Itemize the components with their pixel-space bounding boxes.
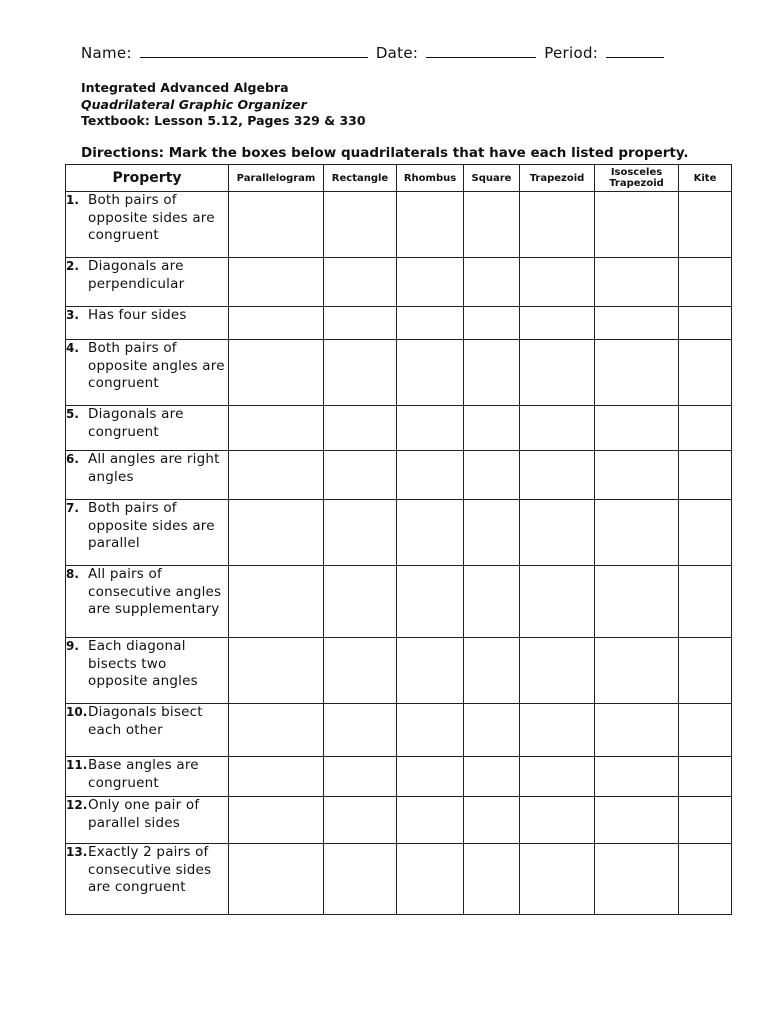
checkbox-cell[interactable] (324, 757, 397, 797)
checkbox-cell[interactable] (229, 258, 324, 307)
table-row (66, 500, 732, 566)
checkbox-cell[interactable] (595, 258, 679, 307)
property-cell (66, 500, 229, 566)
property-text: Diagonals bisect each other (88, 704, 203, 738)
checkbox-cell[interactable] (464, 307, 520, 340)
checkbox-cell[interactable] (679, 844, 732, 915)
checkbox-cell[interactable] (595, 757, 679, 797)
checkbox-cell[interactable] (595, 566, 679, 638)
checkbox-cell[interactable] (229, 406, 324, 451)
checkbox-cell[interactable] (520, 638, 595, 704)
name-blank[interactable] (140, 43, 368, 58)
checkbox-cell[interactable] (397, 340, 464, 406)
checkbox-cell[interactable] (595, 797, 679, 844)
checkbox-cell[interactable] (324, 704, 397, 757)
col-header-property: Property (66, 165, 229, 192)
checkbox-cell[interactable] (464, 258, 520, 307)
checkbox-cell[interactable] (520, 757, 595, 797)
period-blank[interactable] (606, 43, 664, 58)
checkbox-cell[interactable] (229, 192, 324, 258)
checkbox-cell[interactable] (520, 844, 595, 915)
property-text: Both pairs of opposite angles are congruent (88, 340, 225, 391)
checkbox-cell[interactable] (229, 340, 324, 406)
checkbox-cell[interactable] (464, 704, 520, 757)
property-number: 10. (66, 705, 88, 719)
checkbox-cell[interactable] (464, 451, 520, 500)
name-label: Name: (81, 44, 132, 62)
checkbox-cell[interactable] (595, 451, 679, 500)
table-row (66, 844, 732, 915)
checkbox-cell[interactable] (397, 307, 464, 340)
property-number: 2. (66, 259, 79, 273)
checkbox-cell[interactable] (520, 451, 595, 500)
property-text: Both pairs of opposite sides are congruent (88, 192, 215, 243)
checkbox-cell[interactable] (229, 844, 324, 915)
table-row (66, 307, 732, 340)
checkbox-cell[interactable] (520, 566, 595, 638)
property-text: Exactly 2 pairs of consecutive sides are congruent (88, 844, 212, 895)
checkbox-cell[interactable] (397, 757, 464, 797)
organizer-subtitle: Quadrilateral Graphic Organizer (81, 96, 307, 112)
property-text: Has four sides (88, 307, 187, 323)
col-header-square: Square (464, 165, 520, 192)
checkbox-cell[interactable] (324, 566, 397, 638)
checkbox-cell[interactable] (595, 192, 679, 258)
checkbox-cell[interactable] (464, 192, 520, 258)
checkbox-cell[interactable] (679, 757, 732, 797)
property-number: 1. (66, 193, 79, 207)
property-cell (66, 406, 229, 451)
checkbox-cell[interactable] (679, 638, 732, 704)
col-header-trapezoid: Trapezoid (520, 165, 595, 192)
checkbox-cell[interactable] (464, 797, 520, 844)
property-number: 12. (66, 798, 88, 812)
checkbox-cell[interactable] (397, 406, 464, 451)
table-row (66, 638, 732, 704)
checkbox-cell[interactable] (520, 704, 595, 757)
checkbox-cell[interactable] (520, 258, 595, 307)
checkbox-cell[interactable] (229, 451, 324, 500)
checkbox-cell[interactable] (679, 451, 732, 500)
col-header-parallelogram: Parallelogram (229, 165, 324, 192)
checkbox-cell[interactable] (397, 797, 464, 844)
col-header-isosceles-trapezoid: Isosceles Trapezoid (595, 165, 679, 192)
property-cell (66, 797, 229, 844)
checkbox-cell[interactable] (464, 757, 520, 797)
table-row (66, 566, 732, 638)
checkbox-cell[interactable] (324, 844, 397, 915)
checkbox-cell[interactable] (324, 500, 397, 566)
checkbox-cell[interactable] (464, 340, 520, 406)
table-row (66, 406, 732, 451)
course-title: Integrated Advanced Algebra (81, 80, 289, 95)
checkbox-cell[interactable] (595, 844, 679, 915)
checkbox-cell[interactable] (595, 406, 679, 451)
checkbox-cell[interactable] (679, 704, 732, 757)
checkbox-cell[interactable] (520, 500, 595, 566)
property-number: 3. (66, 308, 79, 322)
property-cell (66, 340, 229, 406)
table-row (66, 451, 732, 500)
col-header-rhombus: Rhombus (397, 165, 464, 192)
checkbox-cell[interactable] (397, 500, 464, 566)
checkbox-cell[interactable] (229, 307, 324, 340)
checkbox-cell[interactable] (324, 797, 397, 844)
checkbox-cell[interactable] (397, 566, 464, 638)
property-number: 6. (66, 452, 79, 466)
checkbox-cell[interactable] (679, 307, 732, 340)
property-cell (66, 566, 229, 638)
property-number: 8. (66, 567, 79, 581)
property-cell (66, 704, 229, 757)
checkbox-cell[interactable] (464, 500, 520, 566)
checkbox-cell[interactable] (324, 192, 397, 258)
checkbox-cell[interactable] (520, 307, 595, 340)
checkbox-cell[interactable] (324, 307, 397, 340)
checkbox-cell[interactable] (679, 192, 732, 258)
checkbox-cell[interactable] (397, 638, 464, 704)
checkbox-cell[interactable] (595, 500, 679, 566)
table-row (66, 704, 732, 757)
property-number: 5. (66, 407, 79, 421)
checkbox-cell[interactable] (324, 406, 397, 451)
col-header-kite: Kite (679, 165, 732, 192)
checkbox-cell[interactable] (397, 704, 464, 757)
property-number: 11. (66, 758, 88, 772)
checkbox-cell[interactable] (464, 844, 520, 915)
property-number: 9. (66, 639, 79, 653)
property-text: Diagonals are perpendicular (88, 258, 185, 292)
table-row (66, 258, 732, 307)
student-info-line (81, 43, 672, 62)
checkbox-cell[interactable] (229, 638, 324, 704)
checkbox-cell[interactable] (397, 258, 464, 307)
table-body (66, 192, 732, 915)
table-row (66, 757, 732, 797)
checkbox-cell[interactable] (679, 340, 732, 406)
property-cell (66, 757, 229, 797)
checkbox-cell[interactable] (520, 192, 595, 258)
checkbox-cell[interactable] (595, 340, 679, 406)
checkbox-cell[interactable] (229, 704, 324, 757)
checkbox-cell[interactable] (464, 406, 520, 451)
checkbox-cell[interactable] (679, 566, 732, 638)
property-text: Only one pair of parallel sides (88, 797, 200, 831)
checkbox-cell[interactable] (595, 704, 679, 757)
checkbox-cell[interactable] (397, 192, 464, 258)
checkbox-cell[interactable] (679, 797, 732, 844)
property-number: 7. (66, 501, 79, 515)
checkbox-cell[interactable] (679, 500, 732, 566)
checkbox-cell[interactable] (679, 258, 732, 307)
property-text: All angles are right angles (88, 451, 220, 485)
checkbox-cell[interactable] (324, 451, 397, 500)
checkbox-cell[interactable] (520, 406, 595, 451)
checkbox-cell[interactable] (595, 638, 679, 704)
period-label: Period: (544, 44, 599, 62)
directions-text: Directions: Mark the boxes below quadrilaterals that have each listed property. (81, 145, 689, 161)
property-cell (66, 258, 229, 307)
property-cell (66, 844, 229, 915)
property-number: 13. (66, 845, 88, 859)
property-number: 4. (66, 341, 79, 355)
checkbox-cell[interactable] (324, 638, 397, 704)
property-cell (66, 307, 229, 340)
property-cell (66, 192, 229, 258)
property-text: All pairs of consecutive angles are supplementary (88, 566, 222, 617)
table-row (66, 340, 732, 406)
checkbox-cell[interactable] (229, 797, 324, 844)
textbook-reference: Textbook: Lesson 5.12, Pages 329 & 330 (81, 113, 366, 128)
checkbox-cell[interactable] (229, 566, 324, 638)
checkbox-cell[interactable] (679, 406, 732, 451)
property-text: Each diagonal bisects two opposite angles (88, 638, 198, 689)
checkbox-cell[interactable] (324, 340, 397, 406)
title-block (81, 80, 366, 130)
property-text: Diagonals are congruent (88, 406, 184, 440)
property-table (65, 164, 732, 915)
property-text: Both pairs of opposite sides are parallel (88, 500, 215, 551)
col-header-rectangle: Rectangle (324, 165, 397, 192)
date-label: Date: (375, 44, 419, 62)
checkbox-cell[interactable] (229, 500, 324, 566)
checkbox-cell[interactable] (464, 566, 520, 638)
table-row (66, 192, 732, 258)
checkbox-cell[interactable] (324, 258, 397, 307)
date-blank[interactable] (426, 43, 536, 58)
checkbox-cell[interactable] (595, 307, 679, 340)
property-text: Base angles are congruent (88, 757, 199, 791)
table-header-row (66, 165, 732, 192)
checkbox-cell[interactable] (520, 797, 595, 844)
checkbox-cell[interactable] (464, 638, 520, 704)
checkbox-cell[interactable] (229, 757, 324, 797)
property-cell (66, 638, 229, 704)
checkbox-cell[interactable] (397, 844, 464, 915)
checkbox-cell[interactable] (520, 340, 595, 406)
checkbox-cell[interactable] (397, 451, 464, 500)
table-row (66, 797, 732, 844)
property-cell (66, 451, 229, 500)
